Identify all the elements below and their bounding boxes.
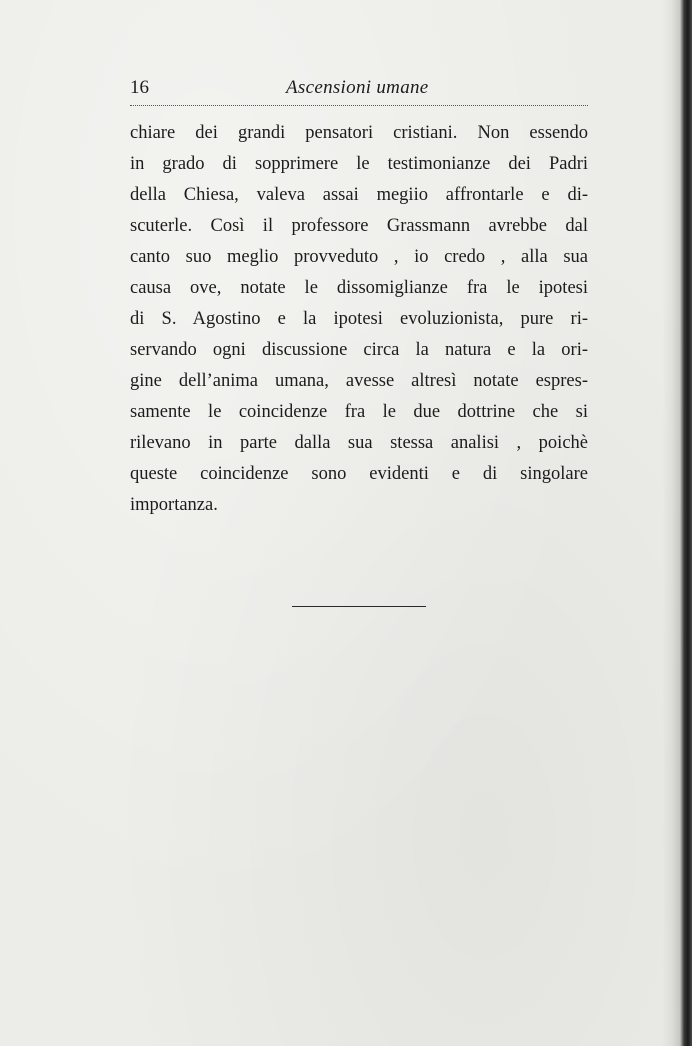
text-line: in grado di sopprimere le testimonianze dei Padri (130, 154, 588, 174)
text-line: servando ogni discussione circa la natura e la ori- (130, 340, 588, 360)
body-paragraph (130, 118, 588, 521)
text-line: causa ove, notate le dissomiglianze fra le ipotesi (130, 278, 588, 298)
text-line: importanza. (130, 495, 218, 515)
section-end-rule (292, 606, 426, 607)
page-header (130, 76, 588, 100)
text-line: samente le coincidenze fra le due dottrine che si (130, 402, 588, 422)
page-number: 16 (130, 77, 149, 98)
text-line: della Chiesa, valeva assai megiio affrontarle e di- (130, 185, 588, 205)
text-line: chiare dei grandi pensatori cristiani. Non essendo (130, 123, 588, 143)
text-line: di S. Agostino e la ipotesi evoluzionista, pure ri- (130, 309, 588, 329)
text-line: scuterle. Così il professore Grassmann avrebbe dal (130, 216, 588, 236)
text-line: rilevano in parte dalla sua stessa analisi , poichè (130, 433, 588, 453)
text-line: canto suo meglio provveduto , io credo , alla sua (130, 247, 588, 267)
text-line: gine dell’anima umana, avesse altresì notate espres- (130, 371, 588, 391)
header-divider (130, 105, 588, 106)
book-binding-edge (662, 0, 692, 1046)
running-title: Ascensioni umane (286, 77, 429, 98)
text-line: queste coincidenze sono evidenti e di singolare (130, 464, 588, 484)
